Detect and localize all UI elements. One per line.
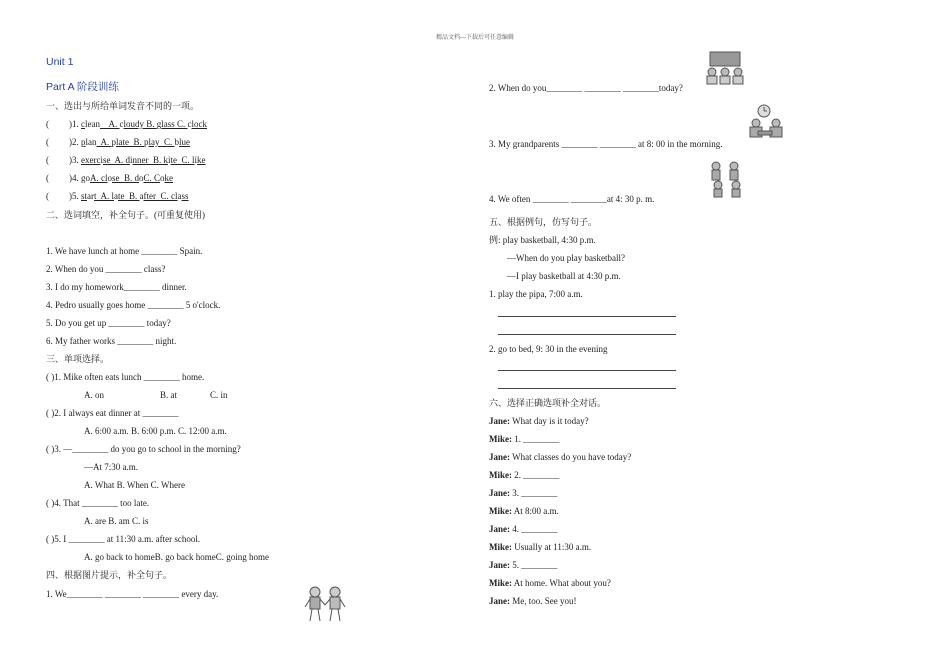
answer-paren[interactable]: ( [46, 119, 49, 129]
item-number: )1. [69, 119, 81, 129]
word-text: o [139, 173, 144, 183]
underlined-letter: late B. [116, 137, 145, 147]
s3-question-1: ( )1. Mike often eats lunch ________ home. [46, 372, 205, 382]
s1-item [46, 190, 189, 202]
dialog-line [489, 523, 557, 535]
word-text: o [160, 173, 165, 183]
underlined-letter: lock [191, 119, 208, 129]
section-2-title: 二、选词填空，补全句子。(可重复使用) [46, 210, 205, 220]
answer-line[interactable] [498, 316, 676, 317]
word-text: lan [85, 137, 97, 147]
answer-paren[interactable]: ( [46, 191, 49, 201]
dialog-line [489, 505, 559, 517]
item-number: )4. [69, 173, 81, 183]
dialog-text: What classes do you have today? [510, 452, 632, 462]
s2-item: 6. My father works ________ night. [46, 336, 177, 346]
s5-example-answer: —I play basketball at 4:30 p.m. [507, 271, 621, 281]
s4-question-4: 4. We often ________ ________at 4: 30 p. m. [489, 194, 655, 204]
word-text: i [168, 155, 171, 165]
word-text: lean [85, 119, 100, 129]
dialog-text: 5. ________ [510, 560, 558, 570]
dialog-text: At home. What about you? [512, 578, 611, 588]
breakfast-clock-illustration [746, 103, 786, 141]
speaker-name: Jane: [489, 488, 510, 498]
underlined-letter: c [81, 119, 85, 129]
word-text: g [156, 119, 162, 129]
dialog-line [489, 469, 559, 481]
dialog-line [489, 433, 559, 445]
word-text: i [130, 155, 133, 165]
dialog-text: Me, too. See you! [510, 596, 577, 606]
kids-playing-illustration [706, 158, 746, 198]
s1-item [46, 172, 173, 184]
unit-title: Unit 1 [46, 56, 74, 68]
dialog-text: Usually at 11:30 a.m. [512, 542, 592, 552]
part-title: Part A 阶段训练 [46, 81, 119, 93]
dialog-line [489, 451, 631, 463]
s2-item: 1. We have lunch at home ________ Spain. [46, 246, 203, 256]
dialog-text: 3. ________ [510, 488, 558, 498]
word-text: c [187, 119, 192, 129]
s2-item: 4. Pedro usually goes home ________ 5 o'clock. [46, 300, 221, 310]
underlined-letter: se B. d [112, 173, 139, 183]
s3-q1-option-b: B. at [160, 390, 177, 400]
underlined-letter: lass C. [161, 119, 188, 129]
s3-question-2: ( )2. I always eat dinner at ________ [46, 408, 179, 418]
s3-question-3: ( )3. —________ do you go to school in the morning? [46, 444, 241, 454]
underlined-letter: ke [164, 173, 174, 183]
dialog-text: 2. ________ [512, 470, 560, 480]
s3-q3-answer: —At 7:30 a.m. [84, 462, 138, 472]
word-text: o [107, 173, 112, 183]
underlined-letter: lay C. [148, 137, 175, 147]
dialog-text: At 8:00 a.m. [512, 506, 559, 516]
speaker-name: Mike: [489, 578, 512, 588]
answer-paren[interactable]: ( [46, 155, 49, 165]
speaker-name: Jane: [489, 560, 510, 570]
s3-q4-options: A. are B. am C. is [84, 516, 149, 526]
section-6-title: 六、选择正确选项补全对话。 [489, 398, 607, 408]
s2-item: 3. I do my homework________ dinner. [46, 282, 187, 292]
speaker-name: Mike: [489, 506, 512, 516]
section-5-title: 五、根据例句，仿写句子。 [489, 217, 598, 227]
s1-item [46, 136, 190, 148]
underlined-letter: te B. [118, 191, 140, 201]
s2-item: 5. Do you get up ________ today? [46, 318, 171, 328]
word-text: i [100, 155, 103, 165]
section-3-title: 三、单项选择。 [46, 354, 110, 364]
s3-q1-option-c: C. in [210, 390, 228, 400]
speaker-name: Mike: [489, 434, 512, 444]
dialog-text: What day is it today? [510, 416, 589, 426]
underlined-letter: p [81, 137, 86, 147]
underlined-letter: exerc [81, 155, 101, 165]
word-text: b [174, 137, 180, 147]
underlined-letter: A. [96, 137, 112, 147]
answer-paren[interactable]: ( [46, 137, 49, 147]
s4-question-3: 3. My grandparents ________ ________ at 8: 00 in the morning. [489, 139, 723, 149]
speaker-name: Mike: [489, 470, 512, 480]
section-4-title: 四、根据图片提示，补全句子。 [46, 570, 173, 580]
underlined-letter: te C. l [170, 155, 195, 165]
underlined-letter: fter C. cl [143, 191, 178, 201]
s5-question-2: 2. go to bed, 9: 30 in the evening [489, 344, 608, 354]
dialog-line [489, 541, 591, 553]
word-text: ar [87, 191, 95, 201]
s3-q3-options: A. What B. When C. Where [84, 480, 185, 490]
underlined-letter: A. [100, 119, 120, 129]
dialog-text: 4. ________ [510, 524, 558, 534]
speaker-name: Jane: [489, 416, 510, 426]
s1-item [46, 118, 207, 130]
word-text: p [144, 137, 149, 147]
s4-question-1: 1. We________ ________ ________ every day. [46, 589, 219, 599]
item-number: )3. [69, 155, 81, 165]
speaker-name: Jane: [489, 596, 510, 606]
answer-paren[interactable]: ( [46, 173, 49, 183]
underlined-letter: lue [179, 137, 191, 147]
underlined-letter: st [81, 191, 88, 201]
underlined-letter: t A. l [94, 191, 115, 201]
dialog-line [489, 577, 611, 589]
underlined-letter: g [81, 173, 86, 183]
underlined-letter: A. cl [90, 173, 108, 183]
word-text: a [177, 191, 182, 201]
section-1-title: 一、选出与所给单词发音不同的一项。 [46, 101, 200, 111]
s3-question-5: ( )5. I ________ at 11:30 a.m. after school. [46, 534, 201, 544]
answer-line[interactable] [498, 388, 676, 389]
underlined-letter: ke [197, 155, 206, 165]
dialog-line [489, 487, 557, 499]
s2-item: 2. When do you ________ class? [46, 264, 166, 274]
underlined-letter: se A. d [103, 155, 130, 165]
underlined-letter: ss [181, 191, 189, 201]
word-text: o [85, 173, 90, 183]
s3-q5-options: A. go back to homeB. go back homeC. going home [84, 552, 269, 562]
speaker-name: Mike: [489, 542, 512, 552]
classroom-illustration [702, 50, 748, 86]
s4-question-2: 2. When do you________ ________ ________today? [489, 83, 683, 93]
word-text: i [194, 155, 198, 165]
dialog-line [489, 595, 577, 607]
s1-item [46, 154, 206, 166]
page-header: 精品文档---下载后可任意编辑 [436, 35, 514, 41]
word-text: c [119, 119, 124, 129]
underlined-letter: C. C [143, 173, 161, 183]
item-number: )5. [69, 191, 81, 201]
speaker-name: Jane: [489, 452, 510, 462]
dialog-text: 1. ________ [512, 434, 560, 444]
s3-q1-option-a: A. on [84, 390, 104, 400]
item-number: )2. [69, 137, 81, 147]
underlined-letter: nner B. k [132, 155, 169, 165]
answer-line[interactable] [498, 334, 676, 335]
dialog-line [489, 415, 589, 427]
speaker-name: Jane: [489, 524, 510, 534]
underlined-letter: loudy B. [123, 119, 157, 129]
s3-question-4: ( )4. That ________ too late. [46, 498, 150, 508]
answer-line[interactable] [498, 370, 676, 371]
s5-example: 例: play basketball, 4:30 p.m. [489, 235, 596, 245]
dialog-line [489, 559, 557, 571]
word-text: a [139, 191, 144, 201]
word-text: p [111, 137, 117, 147]
kids-walking-illustration [303, 585, 347, 625]
s5-example-question: —When do you play basketball? [507, 253, 625, 263]
s3-q2-options: A. 6:00 a.m. B. 6:00 p.m. C. 12:00 a.m. [84, 426, 227, 436]
word-text: a [114, 191, 119, 201]
s5-question-1: 1. play the pipa, 7:00 a.m. [489, 289, 583, 299]
